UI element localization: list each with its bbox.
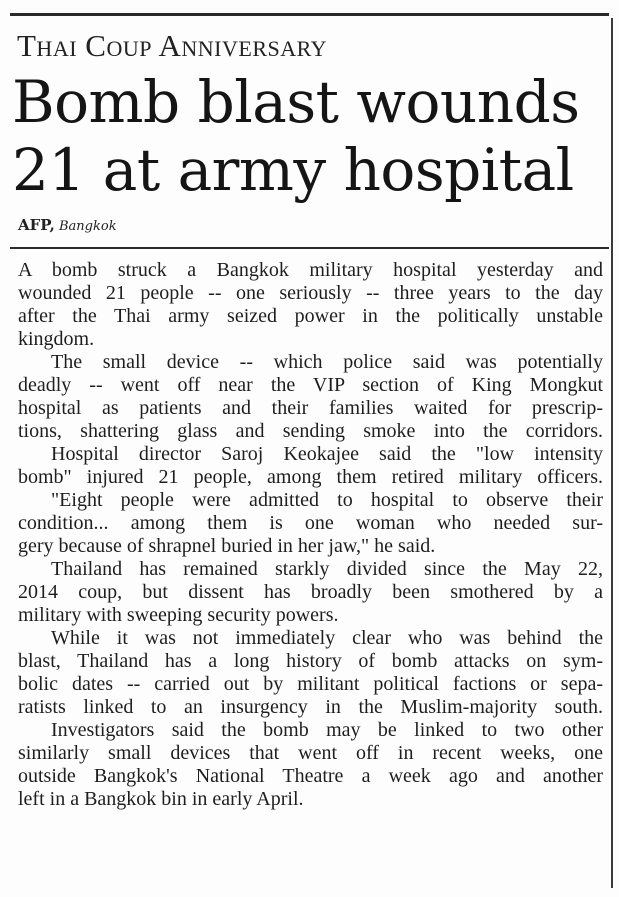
- headline-line: 21 at army hospital: [12, 136, 574, 204]
- body-line: hospital as patients and their families waited for prescrip-: [18, 397, 603, 419]
- top-rule: [10, 13, 609, 16]
- headline-line: Bomb blast wounds: [12, 68, 580, 136]
- body-line: The small device -- which police said was potentially: [51, 351, 603, 373]
- body-line: Hospital director Saroj Keokajee said the "low intensity: [51, 443, 603, 465]
- byline-agency: AFP,: [18, 216, 55, 234]
- body-line: deadly -- went off near the VIP section of King Mongkut: [18, 374, 603, 396]
- byline-rule: [10, 247, 609, 249]
- body-line: A bomb struck a Bangkok military hospital yesterday and: [18, 259, 603, 281]
- body-line: bolic dates -- carried out by militant political factions or sepa-: [18, 673, 603, 695]
- body-line: blast, Thailand has a long history of bomb attacks on sym-: [18, 650, 603, 672]
- body-line: outside Bangkok's National Theatre a week ago and another: [18, 765, 603, 787]
- body-line: condition... among them is one woman who needed sur-: [18, 512, 603, 534]
- body-line: kingdom.: [18, 328, 95, 350]
- body-line: similarly small devices that went off in recent weeks, one: [18, 742, 603, 764]
- body-line: wounded 21 people -- one seriously -- three years to the day: [18, 282, 603, 304]
- body-line: 2014 coup, but dissent has broadly been smothered by a: [18, 581, 603, 603]
- headline: [12, 68, 612, 204]
- body-line: "Eight people were admitted to hospital to observe their: [51, 489, 603, 511]
- body-line: military with sweeping security powers.: [18, 604, 339, 626]
- body-line: Investigators said the bomb may be linked to two other: [51, 719, 603, 741]
- body-line: left in a Bangkok bin in early April.: [18, 788, 304, 810]
- body-line: gery because of shrapnel buried in her jaw," he said.: [18, 535, 436, 557]
- body-line: bomb" injured 21 people, among them retired military officers.: [18, 466, 603, 488]
- article-body: [18, 259, 603, 811]
- body-line: tions, shattering glass and sending smoke into the corridors.: [18, 420, 603, 442]
- byline-place: Bangkok: [59, 219, 117, 234]
- body-line: after the Thai army seized power in the politically unstable: [18, 305, 603, 327]
- body-line: While it was not immediately clear who was behind the: [51, 627, 603, 649]
- kicker: Thai Coup Anniversary: [17, 28, 327, 63]
- byline: [18, 216, 117, 236]
- body-line: ratists linked to an insurgency in the Muslim-majority south.: [18, 696, 603, 718]
- body-line: Thailand has remained starkly divided since the May 22,: [51, 558, 603, 580]
